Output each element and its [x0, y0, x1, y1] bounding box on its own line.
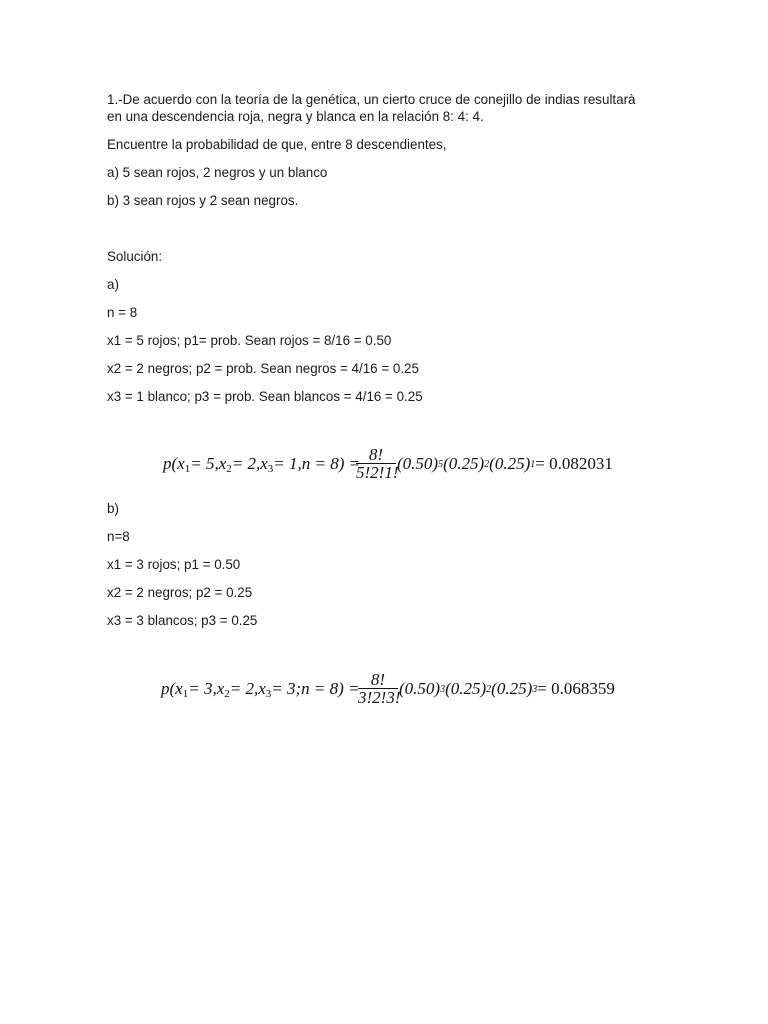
eq-b-n: n = 8) =: [301, 679, 360, 698]
eq-b-exp3: 3: [532, 683, 538, 695]
eq-a-base2: (0.25): [443, 454, 485, 473]
eq-b-exp2: 2: [486, 683, 492, 695]
solution-b-x2: x2 = 2 negros; p2 = 0.25: [107, 585, 253, 600]
solution-b-x3: x3 = 3 blancos; p3 = 0.25: [107, 613, 258, 628]
problem-line-1: 1.-De acuerdo con la teoría de la genética, un cierto cruce de conejillo de indias resultarà: [107, 92, 636, 107]
eq-b-p: p(: [161, 679, 176, 698]
eq-b-x1: = 3,: [188, 679, 217, 698]
eq-b-base1: (0.50): [399, 679, 441, 698]
eq-b-x2: = 2,: [229, 679, 259, 698]
eq-a-denominator: 5!2!1!: [356, 463, 399, 482]
eq-a-p: p(: [163, 454, 178, 473]
solution-a-x2: x2 = 2 negros; p2 = prob. Sean negros = 4/16 = 0.25: [107, 361, 419, 376]
eq-b-denominator: 3!2!3!: [358, 688, 401, 707]
equation-a: p( $x_1$ = 5, $x_2$ = 2, $x_3$ = 1, n = 8) = $\frac{8!}{5!2!1!}$ (0.50) 5 (0.25) 2 (0.25) 1 = 0.082031: [163, 445, 613, 482]
eq-a-n: n = 8) =: [301, 454, 361, 473]
eq-a-exp1: 5: [438, 458, 444, 470]
equation-b: p( $x_1$ = 3, $x_2$ = 2, $x_3$ = 3; n = 8) = $\frac{8!}{3!2!3!}$ (0.50) 3 (0.25) 2 (0.25) 3 = 0.068359: [161, 670, 615, 707]
eq-a-result: = 0.082031: [535, 454, 613, 473]
solution-a-x3: x3 = 1 blanco; p3 = prob. Sean blancos = 4/16 = 0.25: [107, 389, 423, 404]
eq-b-base2: (0.25): [445, 679, 487, 698]
problem-part-b: b) 3 sean rojos y 2 sean negros.: [107, 193, 299, 208]
problem-line-2: en una descendencia roja, negra y blanca en la relación 8: 4: 4.: [107, 109, 484, 124]
eq-a-base1: (0.50): [397, 454, 439, 473]
solution-b-x1: x1 = 3 rojos; p1 = 0.50: [107, 557, 241, 572]
solution-b-n: n=8: [107, 529, 130, 544]
eq-a-numerator: 8!: [356, 446, 396, 464]
eq-a-x2: = 2,: [231, 454, 261, 473]
eq-a-fraction: [356, 444, 399, 484]
eq-b-numerator: 8!: [358, 671, 398, 689]
eq-b-x3: = 3;: [271, 679, 302, 698]
eq-b-base3: (0.25): [491, 679, 533, 698]
eq-a-base3: (0.25): [489, 454, 531, 473]
solution-heading: Solución:: [107, 249, 163, 264]
eq-a-x1: = 5,: [190, 454, 219, 473]
eq-a-x3: = 1,: [273, 454, 302, 473]
problem-line-3: Encuentre la probabilidad de que, entre 8 descendientes,: [107, 137, 447, 152]
eq-b-fraction: [358, 669, 401, 709]
eq-a-exp3: 1: [530, 458, 536, 470]
solution-b-label: b): [107, 501, 119, 516]
eq-a-exp2: 2: [484, 458, 490, 470]
eq-b-result: = 0.068359: [537, 679, 615, 698]
eq-b-exp1: 3: [440, 683, 446, 695]
solution-a-n: n = 8: [107, 305, 138, 320]
solution-a-label: a): [107, 277, 119, 292]
solution-a-x1: x1 = 5 rojos; p1= prob. Sean rojos = 8/16 = 0.50: [107, 333, 392, 348]
problem-part-a: a) 5 sean rojos, 2 negros y un blanco: [107, 165, 328, 180]
